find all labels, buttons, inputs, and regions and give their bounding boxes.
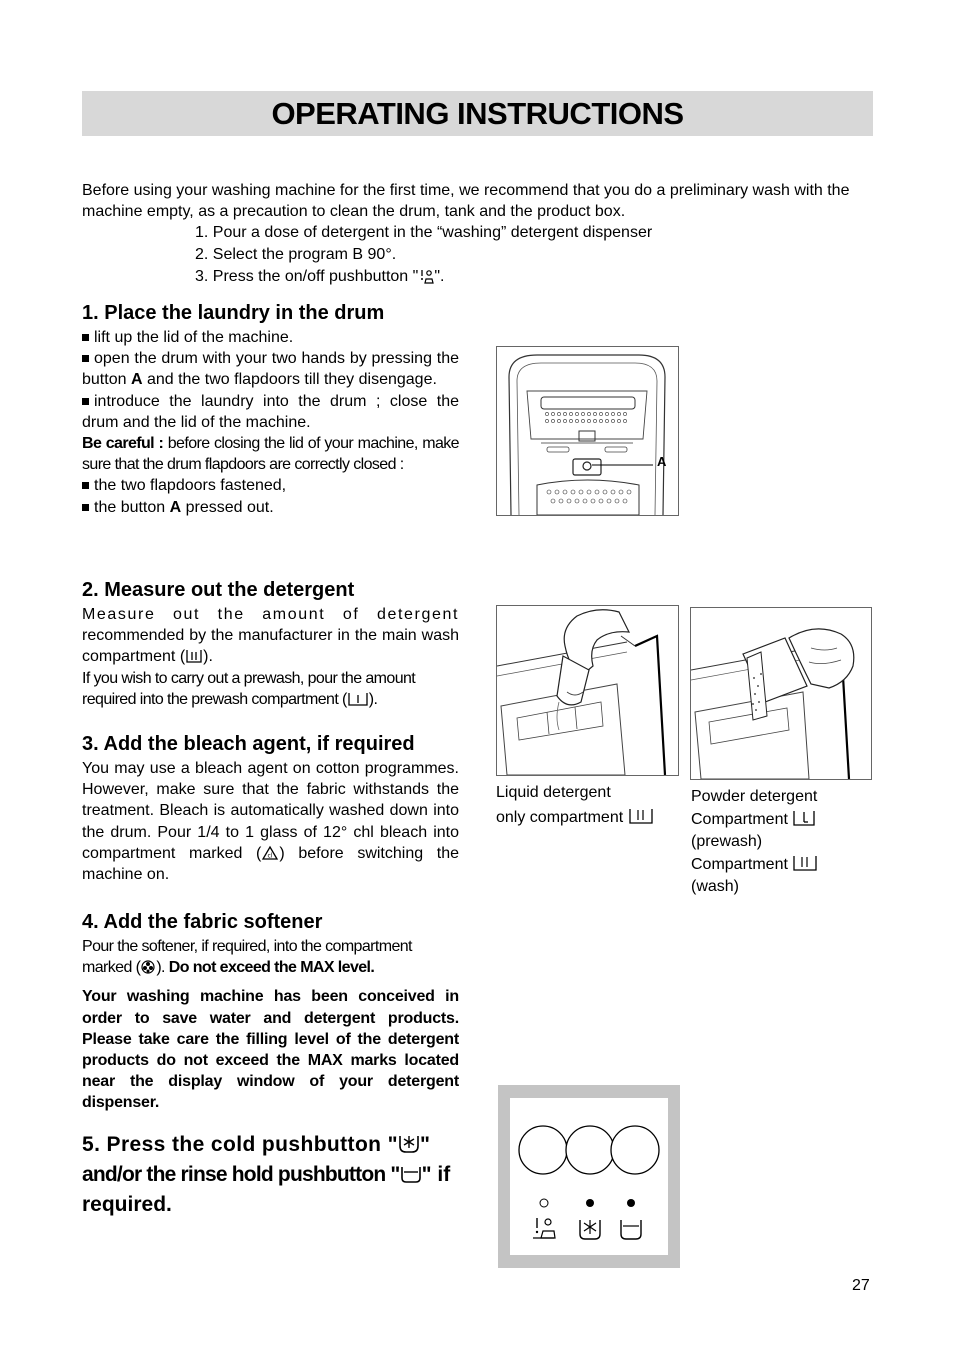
drum-figure xyxy=(496,346,679,516)
powder-detergent-figure xyxy=(690,607,872,780)
drum-illustration xyxy=(497,347,678,515)
liquid-caption-line1: Liquid detergent xyxy=(496,784,611,801)
section4-warning: Your washing machine has been conceived in order to save water and detergent products. Please take care the filling level of the detergent products do not exceed the MAX marks located near the display window of your detergent dispenser. xyxy=(82,988,459,1112)
cold-pushbutton xyxy=(566,1126,614,1174)
title-bar xyxy=(82,91,873,136)
section1-bullet-4: the two flapdoors fastened, xyxy=(82,475,459,496)
liquid-detergent-figure xyxy=(496,605,679,776)
powder-caption-line4: Compartment xyxy=(691,854,871,877)
section-place-laundry xyxy=(82,301,459,518)
svg-text:cl: cl xyxy=(267,852,273,860)
intro-steps xyxy=(195,222,795,288)
section2-p2: If you wish to carry out a prewash, pour the amount required into the prewash compartment ( ). xyxy=(82,669,416,708)
section1-careful: Be careful : before closing the lid of your machine, make sure that the drum flapdoors are correctly closed : xyxy=(82,435,459,474)
section3-text: You may use a bleach agent on cotton programmes. However, make sure that the fabric withstands the treatment. Bleach is automatically washed down into the drum. Pour 1/4 to 1 glass of 12° chl bleach into compartment marked ( cl ) before switching the machine on. xyxy=(82,760,460,884)
page-title: OPERATING INSTRUCTIONS xyxy=(271,96,684,131)
section-measure-detergent xyxy=(82,578,459,710)
powder-caption-line1: Powder detergent xyxy=(691,788,818,805)
powder-caption-line3: (prewash) xyxy=(691,833,763,850)
intro-step-1: 1. Pour a dose of detergent in the “washing” detergent dispenser xyxy=(195,224,653,241)
section2-p1b: recommended by the manufacturer in the main wash compartment ( ). xyxy=(82,627,459,666)
on-off-icon xyxy=(533,1218,555,1238)
rinse-hold-pushbutton xyxy=(611,1126,659,1174)
section4-text: Pour the softener, if required, into the compartment marked ( ). Do not exceed the MAX level. xyxy=(82,938,412,977)
prewash-icon xyxy=(347,691,369,707)
intro-paragraph: Before using your washing machine for the first time, we recommend that you do a preliminary wash with the machine empty, as a precaution to clean the drum, tank and the product box. xyxy=(82,182,850,220)
section-bleach xyxy=(82,732,459,885)
on-off-icon xyxy=(418,268,434,284)
figure-label-a: A xyxy=(657,454,667,469)
liquid-caption-line2: only compartment xyxy=(496,807,681,830)
section1-bullet-2: open the drum with your two hands by pressing the button A and the two flapdoors till they disengage. xyxy=(82,350,459,389)
powder-caption-line5: (wash) xyxy=(691,878,740,895)
rinse-hold-icon xyxy=(621,1220,641,1239)
bleach-icon xyxy=(261,845,279,861)
cold-wash-icon xyxy=(580,1220,600,1239)
powder-caption-line2: Compartment xyxy=(691,809,871,832)
section1-heading: 1. Place the laundry in the drum xyxy=(82,302,385,324)
main-wash-icon xyxy=(185,648,203,664)
section5-heading: 5. Press the cold pushbutton " " and/or the rinse hold pushbutton " " if required. xyxy=(82,1133,451,1216)
liquid-caption xyxy=(496,782,681,829)
page-number: 27 xyxy=(852,1277,870,1294)
control-panel xyxy=(510,1098,668,1255)
liquid-detergent-illustration xyxy=(497,606,678,775)
powder-caption xyxy=(691,786,871,899)
main-wash-icon xyxy=(628,807,654,825)
intro-step-3: 3. Press the on/off pushbutton " ". xyxy=(195,268,445,285)
control-panel-illustration xyxy=(510,1098,668,1255)
section3-heading: 3. Add the bleach agent, if required xyxy=(82,733,415,755)
section1-bullet-1: lift up the lid of the machine. xyxy=(82,327,459,348)
control-panel-figure xyxy=(498,1085,680,1268)
softener-icon xyxy=(140,959,156,975)
section2-heading: 2. Measure out the detergent xyxy=(82,579,355,601)
section4-heading: 4. Add the fabric softener xyxy=(82,911,323,933)
cold-wash-icon xyxy=(398,1132,420,1154)
section1-bullet-5: the button A pressed out. xyxy=(82,497,459,518)
section-softener xyxy=(82,910,459,1114)
section1-bullet-3: introduce the laundry into the drum ; close the drum and the lid of the machine. xyxy=(82,392,459,431)
prewash-icon xyxy=(792,809,816,827)
main-wash-icon xyxy=(792,854,818,872)
rinse-hold-icon xyxy=(400,1164,422,1184)
section2-p1a: Measure out the amount of detergent xyxy=(82,606,459,623)
on-off-pushbutton xyxy=(519,1126,567,1174)
intro-step-2: 2. Select the program B 90°. xyxy=(195,246,397,263)
powder-detergent-illustration xyxy=(691,608,871,779)
